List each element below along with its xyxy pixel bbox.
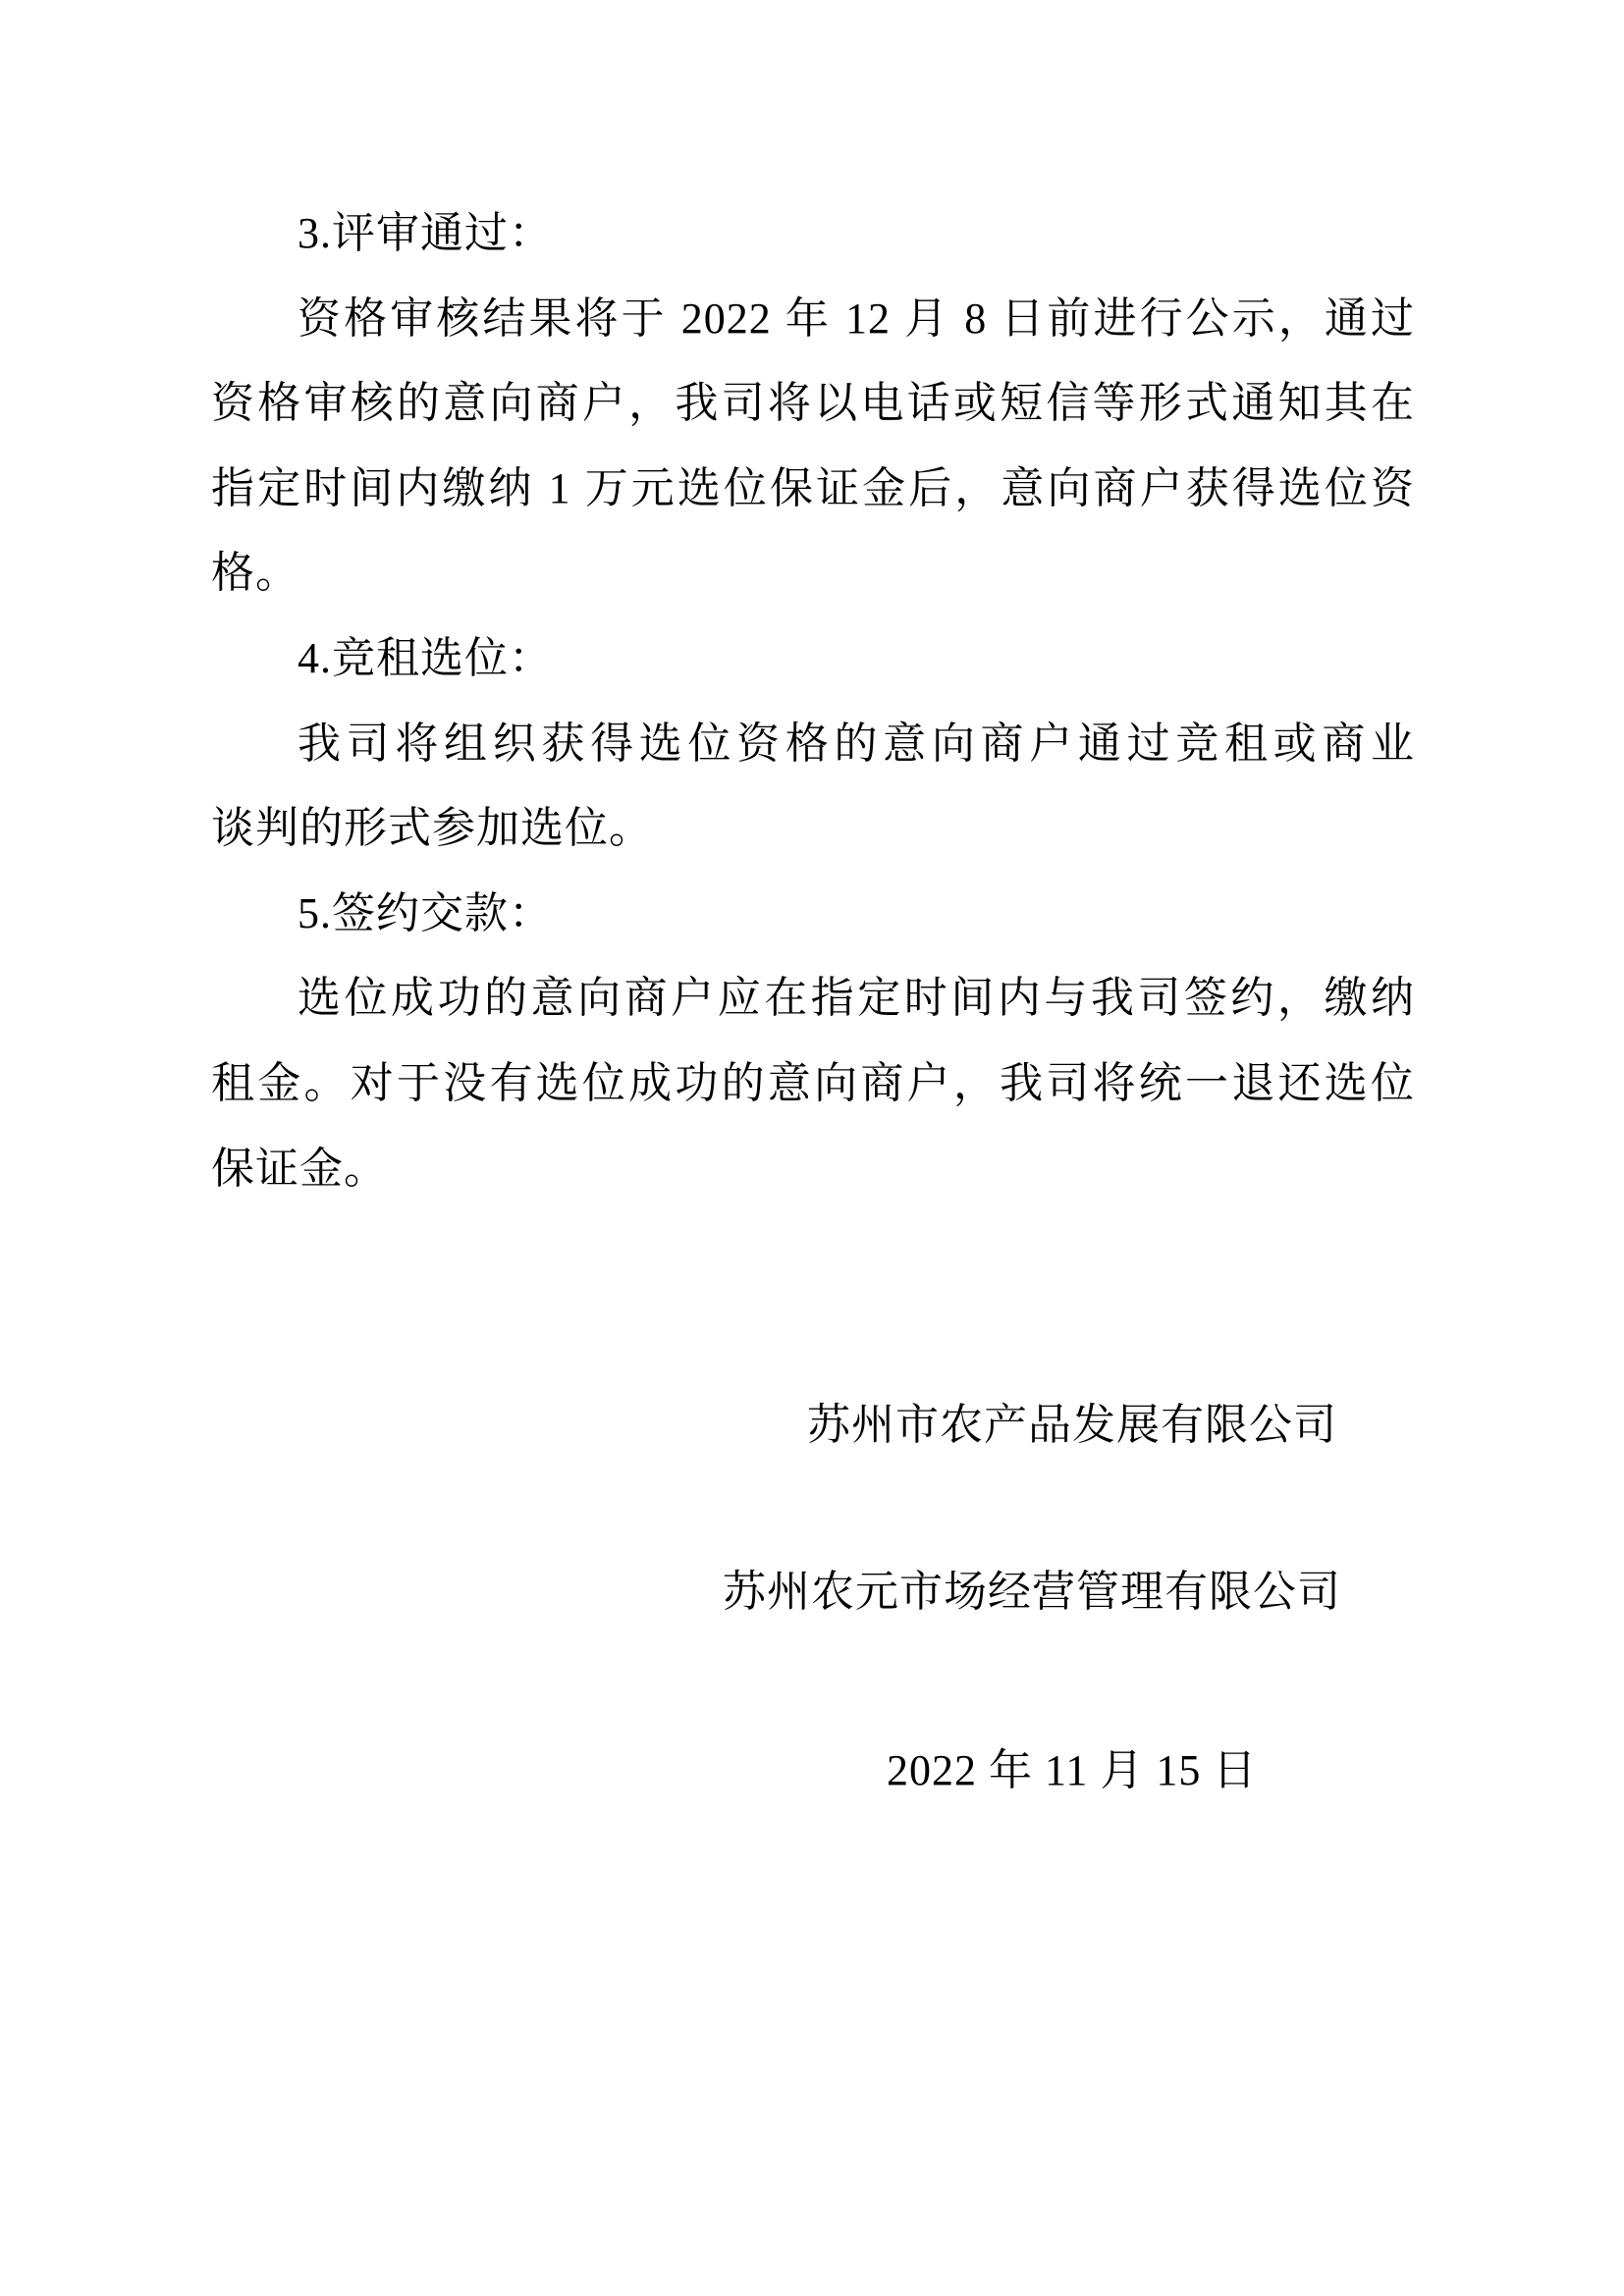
- section-heading-4: 4.竞租选位：: [298, 633, 553, 682]
- signature-company-primary: 苏州市农产品发展有限公司: [807, 1401, 1337, 1449]
- text-line: 选位成功的意向商户应在指定时间内与我司签约，缴纳: [298, 974, 1415, 1023]
- text-line: 资格审核结果将于 2022 年 12 月 8 日前进行公示，通过: [298, 294, 1415, 343]
- text-line: 格。: [211, 549, 299, 598]
- section-heading-3: 3.评审通过：: [298, 209, 553, 257]
- text-line: 我司将组织获得选位资格的意向商户通过竞租或商业: [298, 719, 1415, 768]
- text-line: 指定时间内缴纳 1 万元选位保证金后，意向商户获得选位资: [211, 463, 1415, 512]
- text-line: 资格审核的意向商户，我司将以电话或短信等形式通知其在: [211, 379, 1415, 428]
- signature-date: 2022 年 11 月 15 日: [887, 1746, 1258, 1794]
- document-body: [211, 191, 1415, 1211]
- text-line: 谈判的形式参加选位。: [211, 804, 653, 853]
- section-heading-5: 5.签约交款：: [298, 888, 553, 937]
- text-line: 保证金。: [211, 1144, 388, 1193]
- signature-company-secondary: 苏州农元市场经营管理有限公司: [723, 1568, 1341, 1616]
- text-line: 租金。对于没有选位成功的意向商户，我司将统一退还选位: [211, 1058, 1415, 1107]
